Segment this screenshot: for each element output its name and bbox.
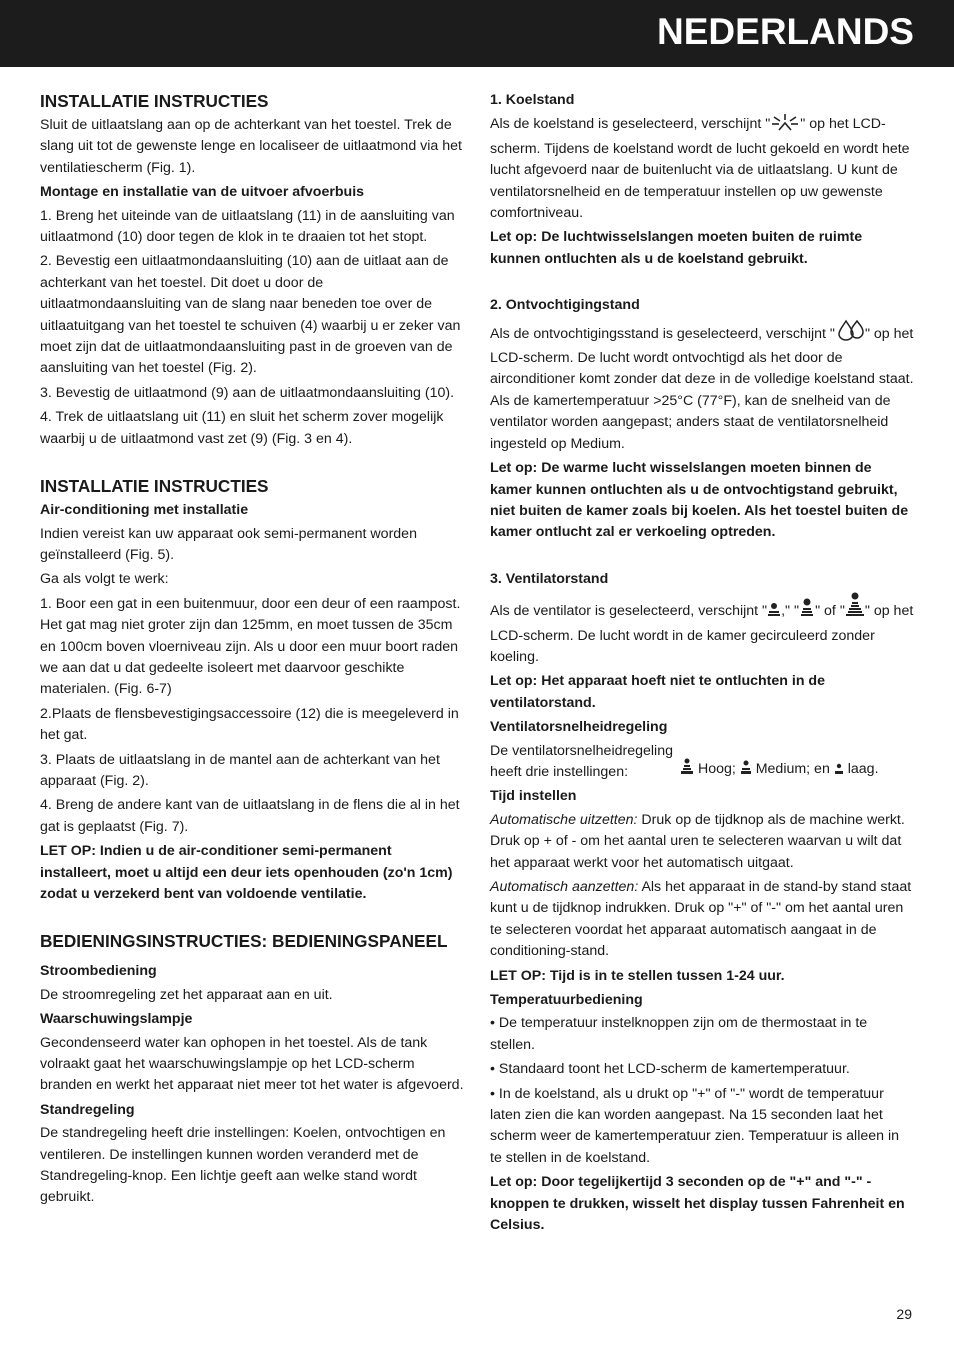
- note-dehumidify-mode: Let op: De warme lucht wisselslangen moeten binnen de kamer kunnen ontluchten als u de ontvochtigstand gebruikt, niet buiten de kamer zoals bij koelen. Als het toestel buiten de kamer ontlucht zal er verkoeling optreden.: [490, 460, 909, 541]
- subheading-dehumidify-mode: 2. Ontvochtigingstand: [490, 297, 640, 314]
- paragraph-timer-off: Automatische uitzetten: Druk op de tijdknop als de machine werkt. Druk op + of - om het aantal uren te selecteren waarvan u wilt dat het apparaat werkt voor het automatisch uitgaat.: [490, 811, 905, 871]
- snowflake-icon: [770, 113, 800, 138]
- step-item: 4. Breng de andere kant van de uitlaatslang in de flens die al in het gat is geplaatst (Fig. 7).: [40, 797, 460, 835]
- fan-medium-icon: [799, 598, 815, 625]
- step-item: 3. Plaats de uitlaatslang in de mantel aan de achterkant van het apparaat (Fig. 2).: [40, 751, 440, 789]
- subheading-temperature: Temperatuurbediening: [490, 992, 643, 1009]
- subheading-timer: Tijd instellen: [490, 788, 577, 805]
- bullet-item: • In de koelstand, als u drukt op "+" of "-" wordt de temperatuur laten zien die kan worden aangepast. Na 15 seconden laat het scherm weer de kamertemperatuur zien. Temperatuur is alleen in te stellen in de koelstand.: [490, 1085, 899, 1166]
- note-timer: LET OP: Tijd is in te stellen tussen 1-24 uur.: [490, 967, 785, 984]
- section-title-installation-2: INSTALLATIE INSTRUCTIES: [40, 476, 269, 497]
- warning-note: LET OP: Indien u de air-conditioner semi-permanent installeert, moet u altijd een deur iets openhouden (zo'n 1cm) zodat u verzekerd bent van voldoende ventilatie.: [40, 843, 453, 902]
- paragraph-timer-on: Automatisch aanzetten: Als het apparaat in de stand-by stand staat kunt u de tijdknop indrukken. Druk op "+" of "-" om het aantal uren te selecteren voordat het apparaat automatisch aangaat in de conditioning-stand.: [490, 879, 912, 960]
- paragraph-dehumidify-mode: Als de ontvochtigingsstand is geselecteerd, verschijnt " " op het LCD-scherm. De lucht wordt ontvochtigd als het door de airconditioner komt zonder dat deze in de volledige koelstand staat. Als de kamertemperatuur >25°C (77°F), kan de snelheid van de ventilator worden aangepast; anders staat de ventilatorsnelheid ingesteld op Medium.: [490, 319, 914, 455]
- language-title: NEDERLANDS: [657, 11, 914, 52]
- fan-low-icon: [767, 602, 781, 625]
- paragraph-fan-mode: Als de ventilator is geselecteerd, verschijnt " ," " " of " " op het LCD-scherm. De lucht wordt in de kamer gecirculeerd zonder koeling.: [490, 592, 914, 668]
- step-item: 3. Bevestig de uitlaatmond (9) aan de uitlaatmondaansluiting (10).: [40, 384, 455, 401]
- subheading-cool-mode: 1. Koelstand: [490, 92, 575, 108]
- subheading-fan-speed: Ventilatorsnelheidregeling: [490, 719, 668, 736]
- subheading-aircon-install: Air-conditioning met installatie: [40, 502, 249, 519]
- paragraph: Sluit de uitlaatslang aan op de achterkant van het toestel. Trek de slang uit tot de gewenste lenge en localiseer de uitlaatmond via het ventilatiescherm (Fig. 1).: [40, 117, 462, 176]
- note-cool-mode: Let op: De luchtwisselslangen moeten buiten de ruimte kunnen ontluchten als u de koelstand gebruikt.: [490, 229, 863, 267]
- water-drops-icon: [835, 319, 865, 348]
- section-title-control-panel: BEDIENINGSINSTRUCTIES: BEDIENINGSPANEEL: [40, 931, 448, 952]
- fan-medium-speed-icon: [740, 760, 752, 783]
- subheading-exhaust-mounting: Montage en installatie van de uitvoer afvoerbuis: [40, 184, 365, 201]
- step-item: 1. Breng het uiteinde van de uitlaatslang (11) in de aansluiting van uitlaatmond (10) door tegen de klok in te draaien tot het stopt.: [40, 207, 455, 246]
- left-column: [40, 90, 464, 1212]
- step-item: 2. Bevestig een uitlaatmondaansluiting (10) aan de uitlaat aan de achterkant van het toestel. Dit doet u door de uitlaatmondaansluiting van de slang naar beneden toe over de uitlaatuitgang van het toestel te schuiven (4) waarbij u er zeker van moet zijn dat de uitlaatmondaansluiting past in de groeven van de aansluiting van het toestel (Fig. 2).: [40, 253, 461, 377]
- paragraph: Ga als volgt te werk:: [40, 571, 169, 588]
- subheading-power: Stroombediening: [40, 963, 157, 980]
- page-number: 29: [896, 1306, 912, 1322]
- paragraph-cool-mode: Als de koelstand is geselecteerd, verschijnt " " op het LCD-scherm. Tijdens de koelstand wordt de lucht gekoeld en wordt hete lucht afgevoerd naar de buitenlucht via de uitlaatslang. U kunt de ventilatorsnelheid en de temperatuur instellen op uw gewenste comfortniveau.: [490, 113, 914, 224]
- note-fan-mode: Let op: Het apparaat hoeft niet te ontluchten in de ventilatorstand.: [490, 673, 825, 711]
- note-temperature: Let op: Door tegelijkertijd 3 seconden op de "+" and "-" -knoppen te drukken, wisselt het display tussen Fahrenheit en Celsius.: [490, 1174, 905, 1234]
- fan-high-speed-icon: [680, 758, 694, 783]
- bullet-item: • Standaard toont het LCD-scherm de kamertemperatuur.: [490, 1061, 850, 1078]
- paragraph: De standregeling heeft drie instellingen: Koelen, ontvochtigen en ventileren. De instellingen kunnen worden veranderd met de Standregeling-knop. Een lichtje geeft aan welke stand wordt gebruikt.: [40, 1125, 446, 1206]
- subheading-mode-control: Standregeling: [40, 1101, 135, 1118]
- step-item: 1. Boor een gat in een buitenmuur, door een deur of een raampost. Het gat mag niet groter zijn dan 125mm, en moet tussen de 35cm en 100cm boven vloerniveau zijn. Als u door een muur boort raden we aan dat u dat gedeelte isoleert met daarvoor geschikte materialen. (Fig. 6-7): [40, 595, 461, 698]
- fan-low-speed-icon: [834, 762, 844, 783]
- subheading-fan-mode: 3. Ventilatorstand: [490, 570, 609, 587]
- paragraph: Gecondenseerd water kan ophopen in het toestel. Als de tank volraakt gaat het waarschuwingslampje op het LCD-scherm branden en werkt het apparaat niet meer tot het water is afgevoerd.: [40, 1034, 464, 1094]
- bullet-item: • De temperatuur instelknoppen zijn om de thermostaat in te stellen.: [490, 1015, 868, 1053]
- language-header-bar: [0, 0, 954, 67]
- paragraph-fan-speed: De ventilatorsnelheidregeling heeft drie instellingen: Hoog; Medium; en laag.: [490, 741, 914, 784]
- paragraph: De stroomregeling zet het apparaat aan en uit.: [40, 986, 333, 1003]
- section-title-installation: INSTALLATIE INSTRUCTIES: [40, 91, 269, 111]
- right-column: [490, 90, 914, 1240]
- step-item: 2.Plaats de flensbevestigingsaccessoire (12) die is meegeleverd in het gat.: [40, 705, 459, 744]
- fan-high-icon: [845, 592, 865, 625]
- subheading-warning-light: Waarschuwingslampje: [40, 1011, 193, 1028]
- step-item: 4. Trek de uitlaatslang uit (11) en sluit het scherm zover mogelijk waarbij u de uitlaatmond vast zet (9) (Fig. 3 en 4).: [40, 409, 444, 447]
- paragraph: Indien vereist kan uw apparaat ook semi-permanent worden geïnstalleerd (Fig. 5).: [40, 525, 417, 563]
